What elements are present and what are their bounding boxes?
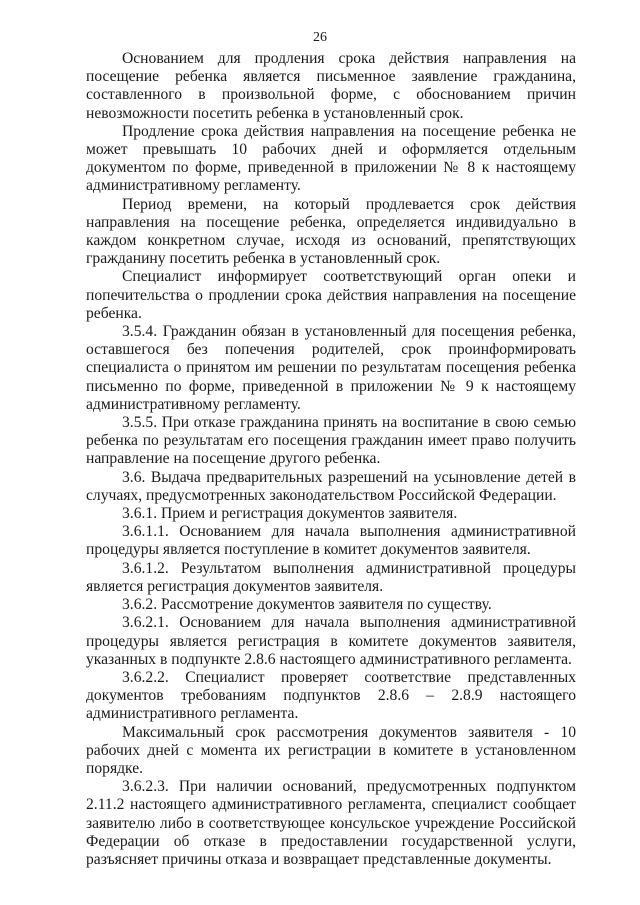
paragraph-3-5-4: 3.5.4. Гражданин обязан в установленный для посещения ребенка, оставшегося без попечения родителей, срок проинформировать специалиста о принятом им решении по результатам посещения ребенка письменно по форме, приведенной в приложении № 9 к настоящему административному регламенту. [86, 323, 576, 413]
paragraph-specialist-informs: Специалист информирует соответствующий орган опеки и попечительства о продлении срока действия направления на посещение ребенка. [86, 268, 576, 322]
paragraph-3-6-2-1: 3.6.2.1. Основанием для начала выполнения административной процедуры является регистрация в комитете документов заявителя, указанных в подпункте 2.8.6 настоящего административного регламента. [86, 614, 576, 668]
paragraph-3-6-2-3: 3.6.2.3. При наличии оснований, предусмотренных подпунктом 2.11.2 настоящего административного регламента, специалист сообщает заявителю либо в соответствующее консульское учреждение Российской Федерации об отказе в предоставлении государственной услуги, разъясняет причины отказа и возвращает представленные документы. [86, 778, 576, 868]
paragraph-3-5-5: 3.5.5. При отказе гражданина принять на воспитание в свою семью ребенка по результатам его посещения гражданин имеет право получить направление на посещение другого ребенка. [86, 414, 576, 468]
paragraph-3-6-1-1: 3.6.1.1. Основанием для начала выполнения административной процедуры является поступление в комитет документов заявителя. [86, 523, 576, 559]
document-body [86, 50, 576, 869]
paragraph-3-6-1-2: 3.6.1.2. Результатом выполнения административной процедуры является регистрация документов заявителя. [86, 559, 576, 595]
paragraph-3-6-2-2: 3.6.2.2. Специалист проверяет соответствие представленных документов требованиям подпунктов 2.8.6 – 2.8.9 настоящего административного регламента. [86, 668, 576, 723]
paragraph-3-6-2: 3.6.2. Рассмотрение документов заявителя по существу. [122, 596, 492, 614]
paragraph-3-6: 3.6. Выдача предварительных разрешений на усыновление детей в случаях, предусмотренных законодательством Российской Федерации. [86, 468, 576, 504]
paragraph-3-6-1: 3.6.1. Прием и регистрация документов заявителя. [122, 505, 458, 523]
paragraph-extension-limit: Продление срока действия направления на посещение ребенка не может превышать 10 рабочих дней и оформляется отдельным документом по форме, приведенной в приложении № 8 к настоящему административному регламенту. [86, 122, 576, 195]
page-number: 26 [313, 30, 327, 45]
paragraph-extension-period: Период времени, на который продлевается срок действия направления на посещение ребенка, определяется индивидуально в каждом конкретном случае, исходя из оснований, препятствующих гражданину посетить ребенка в установленный срок. [86, 195, 576, 268]
paragraph-max-review-period: Максимальный срок рассмотрения документов заявителя - 10 рабочих дней с момента их регистрации в комитете в установленном порядке. [86, 723, 576, 777]
paragraph-extension-basis: Основанием для продления срока действия направления на посещение ребенка является письменное заявление гражданина, составленного в произвольной форме, с обоснованием причин невозможности посетить ребенка в установленный срок. [86, 50, 576, 122]
